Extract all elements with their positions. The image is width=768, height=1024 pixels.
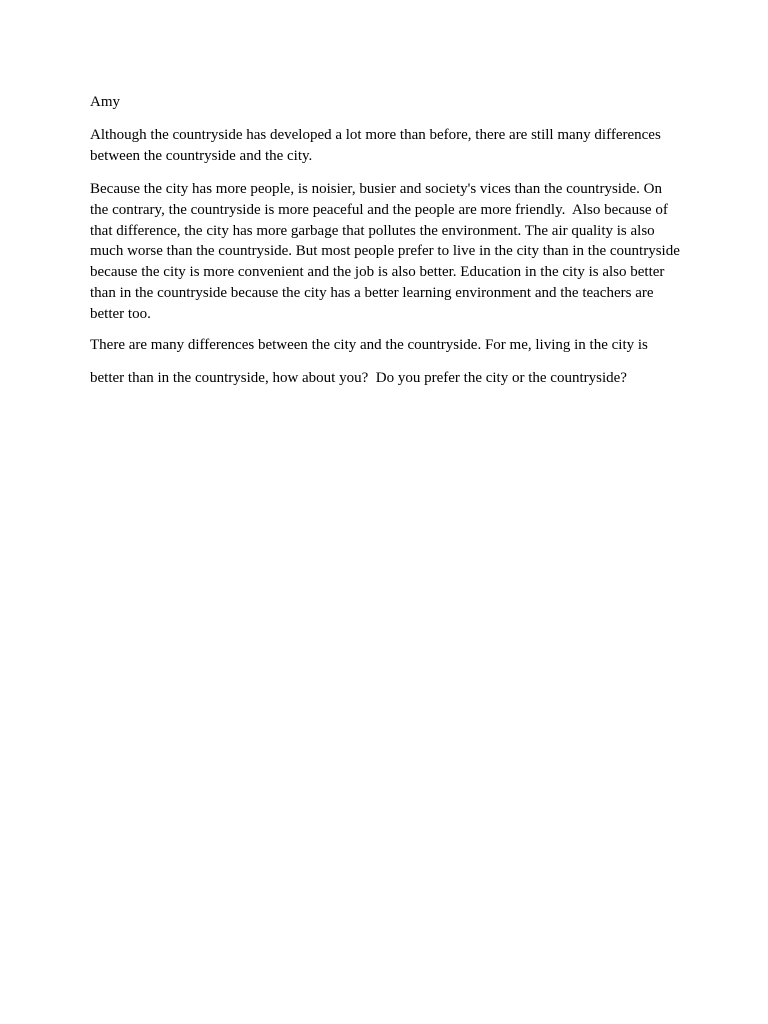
author-name: Amy xyxy=(90,94,120,110)
paragraph-body: Because the city has more people, is noisier, busier and society's vices than the countryside. On the contrary, the countryside is more peaceful and the people are more friendly. Also because of that difference, the city has more garbage that pollutes the environment. The air quality is also much worse than the countryside. But most people prefer to live in the city than in the countryside because the city is more convenient and the job is also better. Education in the city is also better than in the countryside because the city has a better learning environment and the teachers are better too. xyxy=(90,181,684,322)
paragraph-conclusion-line-2: better than in the countryside, how about you? Do you prefer the city or the countryside? xyxy=(90,370,627,386)
paragraph-intro: Although the countryside has developed a lot more than before, there are still many differences between the countryside and the city. xyxy=(90,127,665,164)
paragraph-conclusion-line-1: There are many differences between the city and the countryside. For me, living in the city is xyxy=(90,337,648,353)
